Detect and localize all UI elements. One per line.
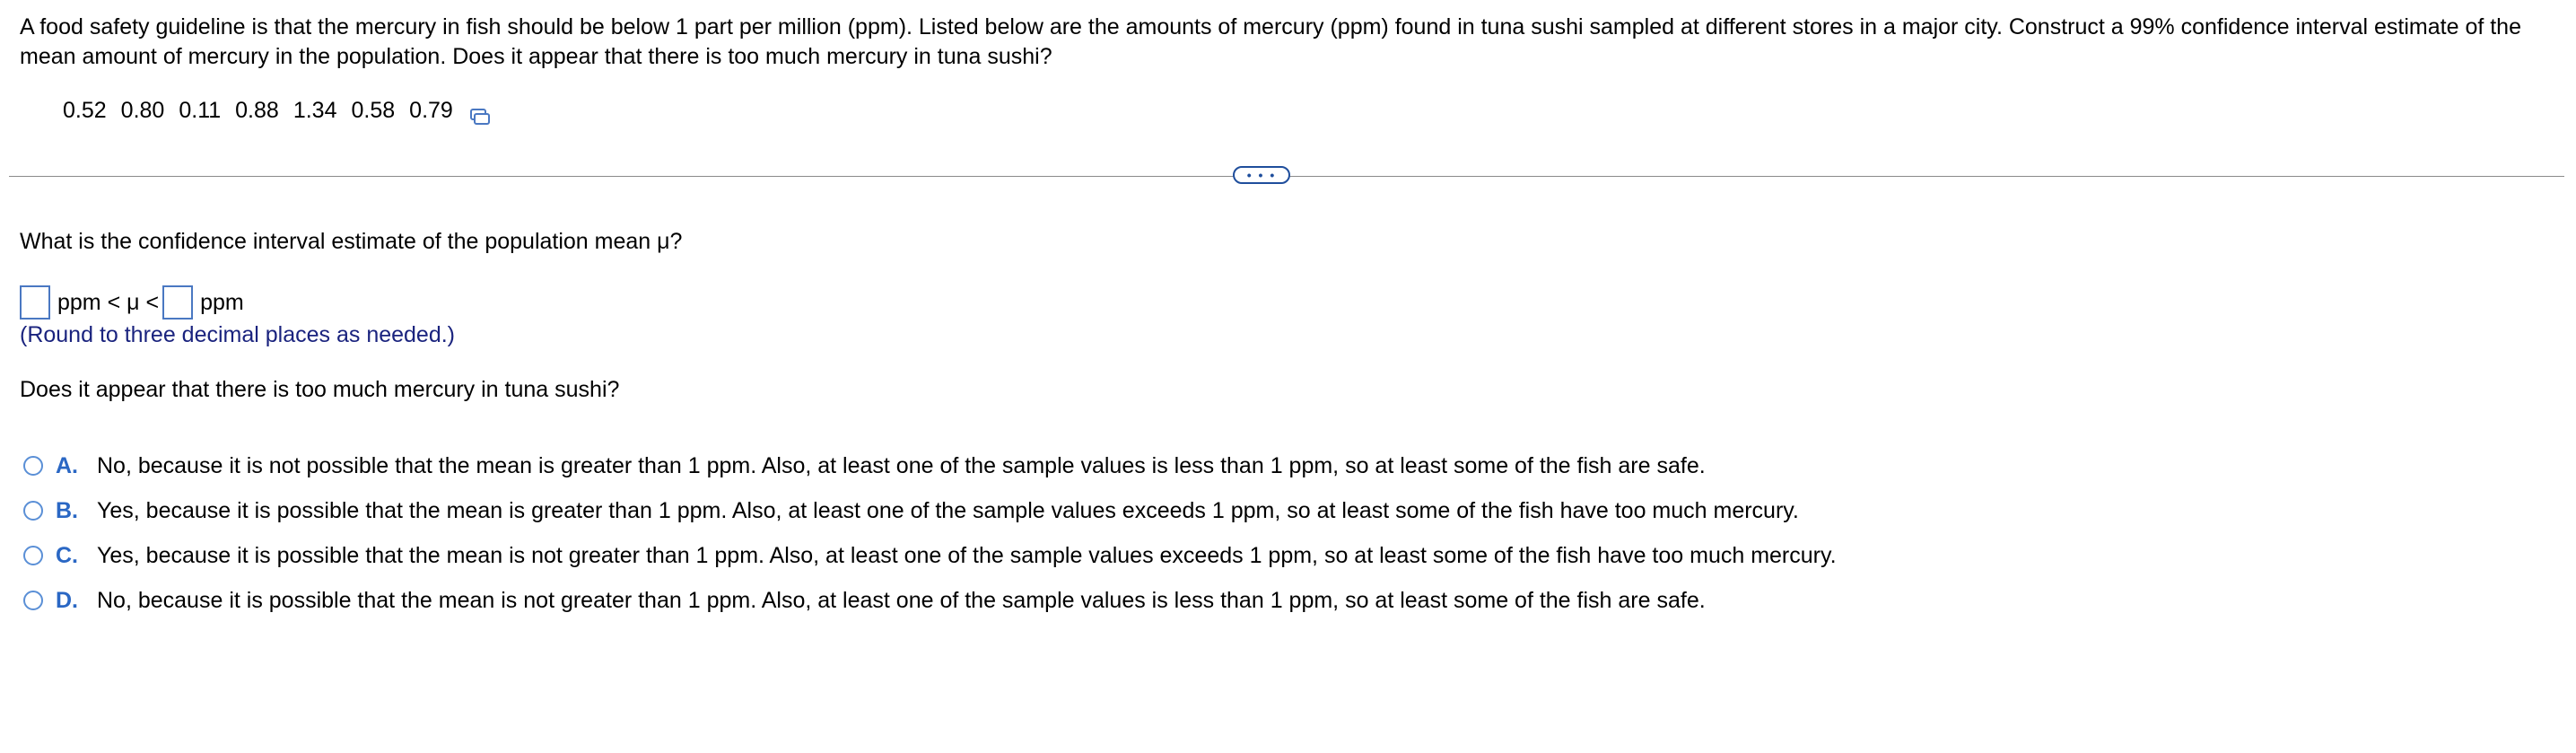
interval-answer-row: [20, 285, 244, 320]
choice-letter: D.: [56, 587, 78, 613]
interval-unit-text: ppm: [200, 290, 244, 315]
data-value: 0.80: [120, 98, 165, 123]
choice-d[interactable]: [23, 578, 1837, 623]
upper-bound-input[interactable]: [162, 285, 193, 320]
choice-letter: A.: [56, 452, 78, 478]
data-value: 0.88: [235, 98, 279, 123]
choice-b[interactable]: [23, 488, 1837, 533]
data-value: 1.34: [293, 98, 337, 123]
problem-statement: A food safety guideline is that the mercury in fish should be below 1 part per million (ppm). Listed below are the amounts of mercury (ppm) found in tuna sushi sampled at different stores in a major city. Construct a 99% confidence interval estimate of the mean amount of mercury in the population. Does it appear that there is too much mercury in tuna sushi?: [20, 14, 2521, 69]
question-too-much-mercury: Does it appear that there is too much mercury in tuna sushi?: [20, 377, 620, 402]
rounding-hint: (Round to three decimal places as needed.): [20, 322, 456, 347]
lower-bound-input[interactable]: [20, 285, 50, 320]
choice-text: Yes, because it is possible that the mean is not greater than 1 ppm. Also, at least one of the sample values exceeds 1 ppm, so at least some of the fish have too much mercury.: [97, 542, 1837, 568]
choice-text: No, because it is not possible that the mean is greater than 1 ppm. Also, at least one of the sample values is less than 1 ppm, so at least some of the fish are safe.: [97, 452, 1706, 478]
radio-button[interactable]: [23, 591, 43, 610]
copy-data-icon[interactable]: [469, 103, 491, 121]
radio-button[interactable]: [23, 456, 43, 476]
choice-text: No, because it is possible that the mean is not greater than 1 ppm. Also, at least one of the sample values is less than 1 ppm, so at least some of the fish are safe.: [97, 587, 1706, 613]
question-confidence-interval: What is the confidence interval estimate of the population mean μ?: [20, 229, 683, 254]
interval-middle-text: ppm < μ <: [57, 290, 160, 315]
choice-a[interactable]: [23, 443, 1837, 488]
radio-button[interactable]: [23, 546, 43, 565]
answer-choices: [23, 443, 1837, 623]
data-value: 0.11: [179, 98, 222, 123]
choice-c[interactable]: [23, 533, 1837, 578]
choice-letter: C.: [56, 542, 78, 568]
choice-text: Yes, because it is possible that the mean is greater than 1 ppm. Also, at least one of the sample values exceeds 1 ppm, so at least some of the fish have too much mercury.: [97, 497, 1799, 523]
data-value: 0.79: [409, 98, 453, 123]
data-value: 0.52: [63, 98, 107, 123]
data-values-row: [63, 95, 491, 126]
data-value: 0.58: [351, 98, 396, 123]
radio-button[interactable]: [23, 501, 43, 521]
expand-more-button[interactable]: • • •: [1233, 166, 1290, 184]
choice-letter: B.: [56, 497, 78, 523]
